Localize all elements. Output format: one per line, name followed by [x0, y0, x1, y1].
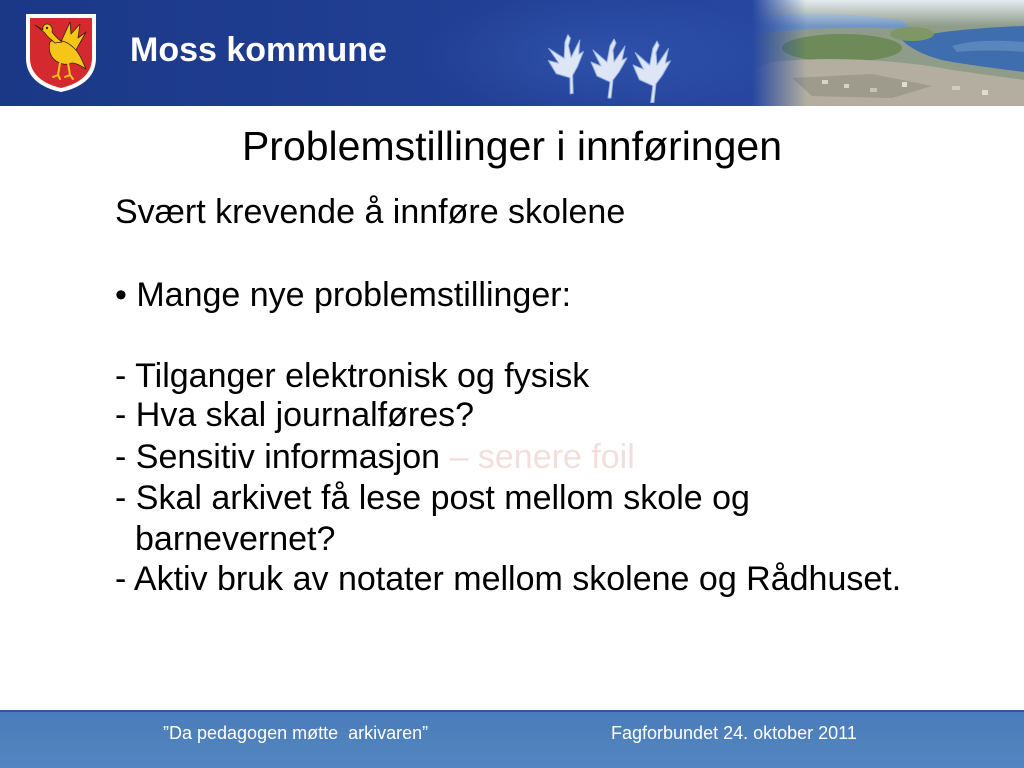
slide-title: Problemstillinger i innføringen	[241, 123, 783, 169]
list-item: - Aktiv bruk av notater mellom skolene og Rådhuset.	[115, 560, 902, 598]
faded-note: – senere foil	[449, 438, 635, 476]
bullet-heading: • Mange nye problemstillinger:	[115, 276, 572, 314]
aerial-photo	[752, 0, 1024, 106]
list-item	[115, 437, 635, 477]
list-item-text: - Sensitiv informasjon	[115, 438, 441, 476]
list-item	[115, 478, 750, 560]
list-item: - Hva skal journalføres?	[115, 396, 475, 434]
footer-event-date: Fagforbundet 24. oktober 2011	[611, 723, 857, 743]
coat-of-arms-icon	[24, 12, 98, 94]
list-item-continuation: barnevernet?	[135, 520, 336, 558]
footer-presentation-title: ”Da pedagogen møtte arkivaren”	[163, 723, 429, 743]
list-item-text: - Skal arkivet få lese post mellom skole og	[115, 479, 750, 517]
org-name: Moss kommune	[130, 31, 387, 69]
intro-text: Svært krevende å innføre skolene	[115, 193, 626, 231]
header-banner	[0, 0, 1024, 106]
list-item: - Tilganger elektronisk og fysisk	[115, 357, 590, 395]
birds-icon	[545, 16, 675, 104]
footer-banner	[0, 710, 1024, 768]
